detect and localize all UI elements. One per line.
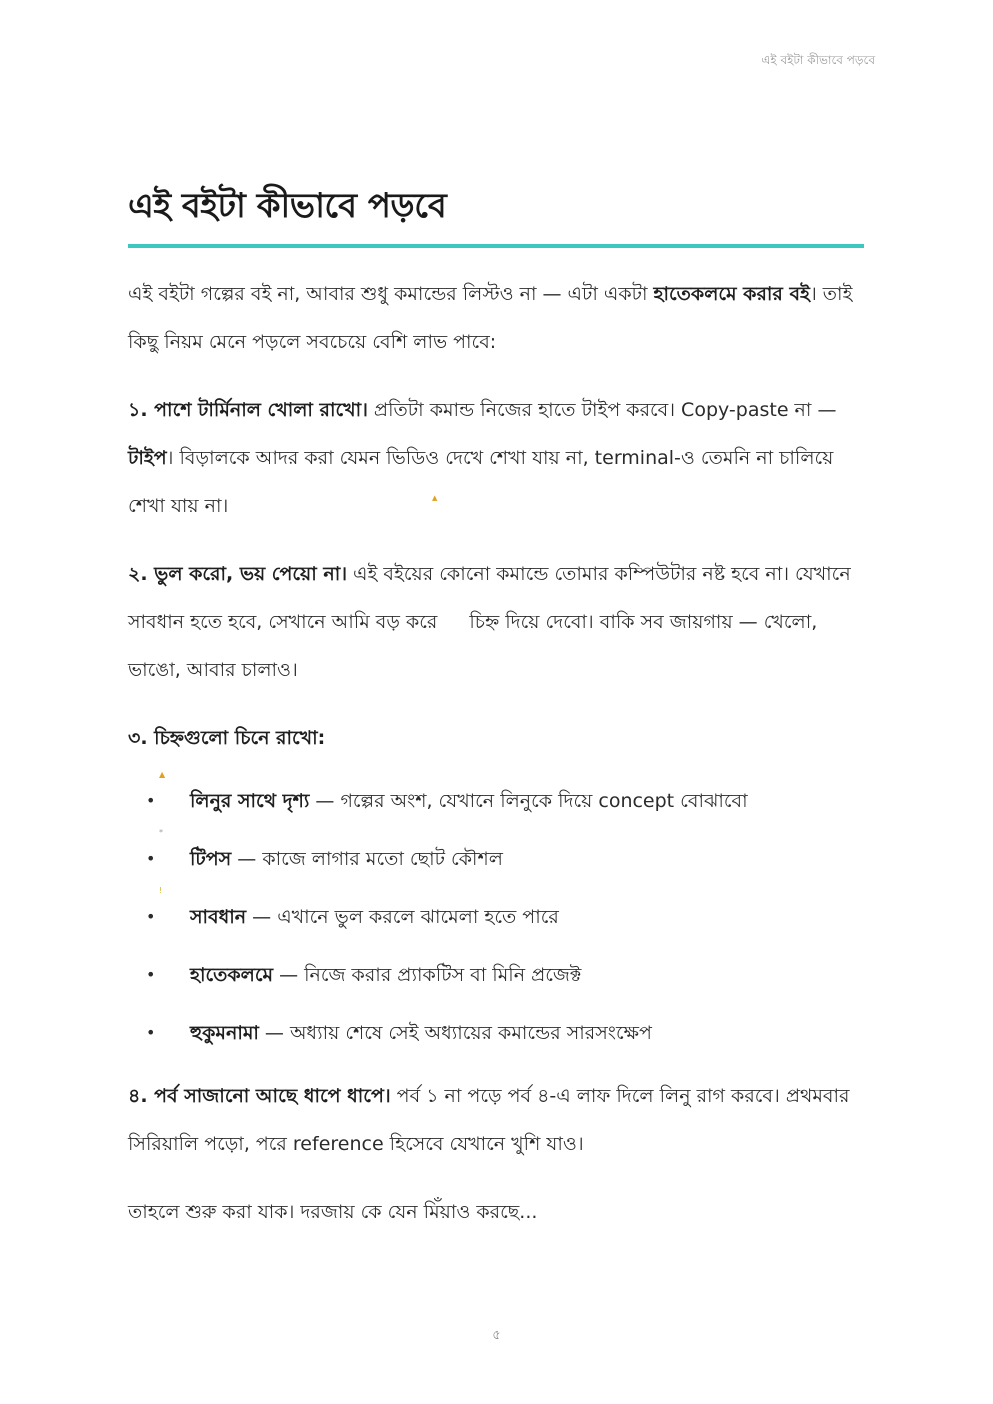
- sign-description: — গল্পের অংশ, যেখানে লিনুকে দিয়ে concept বোঝাবো: [309, 790, 748, 812]
- rule-1-bold-type: টাইপ: [128, 447, 167, 469]
- warning-icon: !: [159, 886, 163, 895]
- rule-4-heading: ৪. পর্ব সাজানো আছে ধাপে ধাপে।: [128, 1085, 391, 1107]
- tips-star-icon: *: [159, 828, 163, 837]
- stray-triangle-mark: ▲: [432, 494, 438, 502]
- rule-2-text-a: এই বইয়ের কোনো কমান্ডে তোমার কম্পিউটার নষ্ট হবে না। যেখানে সাবধান হতে হবে, সেখানে আমি বড় করে: [128, 563, 851, 633]
- list-item: [128, 1014, 864, 1052]
- page-number: ৫: [492, 1328, 501, 1343]
- sign-description: — অধ্যায় শেষে সেই অধ্যায়ের কমান্ডের সারসংক্ষেপ: [258, 1022, 652, 1044]
- sign-description: — নিজে করার প্র্যাকটিস বা মিনি প্রজেক্ট: [273, 964, 582, 986]
- bullet-icon: •: [146, 791, 156, 810]
- rule-2-paragraph: [128, 550, 864, 694]
- bullet-icon: •: [146, 907, 156, 926]
- rule-1-text-a: প্রতিটা কমান্ড নিজের হাতে টাইপ করবে। Copy-paste না —: [367, 399, 837, 421]
- sign-label: লিনুর সাথে দৃশ্য: [190, 790, 310, 812]
- rule-2-heading: ২. ভুল করো, ভয় পেয়ো না।: [128, 563, 348, 585]
- list-item: [128, 770, 864, 820]
- intro-paragraph: [128, 270, 864, 366]
- running-header: এই বইটা কীভাবে পড়বে: [761, 53, 875, 67]
- sign-list: [128, 770, 864, 1052]
- intro-bold: হাতেকলমে করার বই: [653, 283, 810, 305]
- sign-label: টিপস: [190, 848, 232, 870]
- rule-3-heading: ৩. চিহ্নগুলো চিনে রাখো:: [128, 727, 326, 749]
- title-underline: [128, 244, 864, 248]
- rule-2-text-b: চিহ্ন দিয়ে দেবো। বাকি সব জায়গায় — খেলো, ভাঙো, আবার চালাও।: [128, 611, 818, 681]
- intro-text-before: এই বইটা গল্পের বই না, আবার শুধু কমান্ডের লিস্টও না — এটা একটা: [128, 283, 654, 305]
- bullet-icon: •: [146, 849, 156, 868]
- list-item: [128, 828, 864, 878]
- list-item: [128, 886, 864, 936]
- page-title: এই বইটা কীভাবে পড়বে: [128, 186, 447, 226]
- bullet-icon: •: [146, 965, 156, 984]
- rule-4-text: পর্ব ১ না পড়ে পর্ব ৪-এ লাফ দিলে লিনু রাগ করবে। প্রথমবার সিরিয়ালি পড়ো, পরে reference হিসেবে যেখানে খুশি যাও।: [128, 1085, 850, 1155]
- rule-1-paragraph: [128, 386, 864, 530]
- rule-4-paragraph: [128, 1072, 864, 1168]
- sign-label: হুকুমনামা: [190, 1022, 259, 1044]
- closing-paragraph: তাহলে শুরু করা যাক। দরজায় কে যেন মিঁয়াও করছে...: [128, 1201, 538, 1223]
- sign-description: — কাজে লাগার মতো ছোট কৌশল: [231, 848, 503, 870]
- rule-1-text-b: । বিড়ালকে আদর করা যেমন ভিডিও দেখে শেখা যায় না, terminal-ও তেমনি না চালিয়ে শেখা যায় না।: [128, 447, 834, 517]
- bullet-icon: •: [146, 1023, 156, 1042]
- scene-triangle-icon: ▲: [159, 770, 166, 779]
- body-content: [128, 270, 864, 1256]
- sign-label: সাবধান: [190, 906, 247, 928]
- sign-label: হাতেকলমে: [190, 964, 274, 986]
- sign-description: — এখানে ভুল করলে ঝামেলা হতে পারে: [246, 906, 559, 928]
- list-item: [128, 956, 864, 994]
- rule-1-heading: ১. পাশে টার্মিনাল খোলা রাখো।: [128, 399, 368, 421]
- intro-text-after: । তাই কিছু নিয়ম মেনে পড়লে সবচেয়ে বেশি লাভ পাবে:: [128, 283, 853, 353]
